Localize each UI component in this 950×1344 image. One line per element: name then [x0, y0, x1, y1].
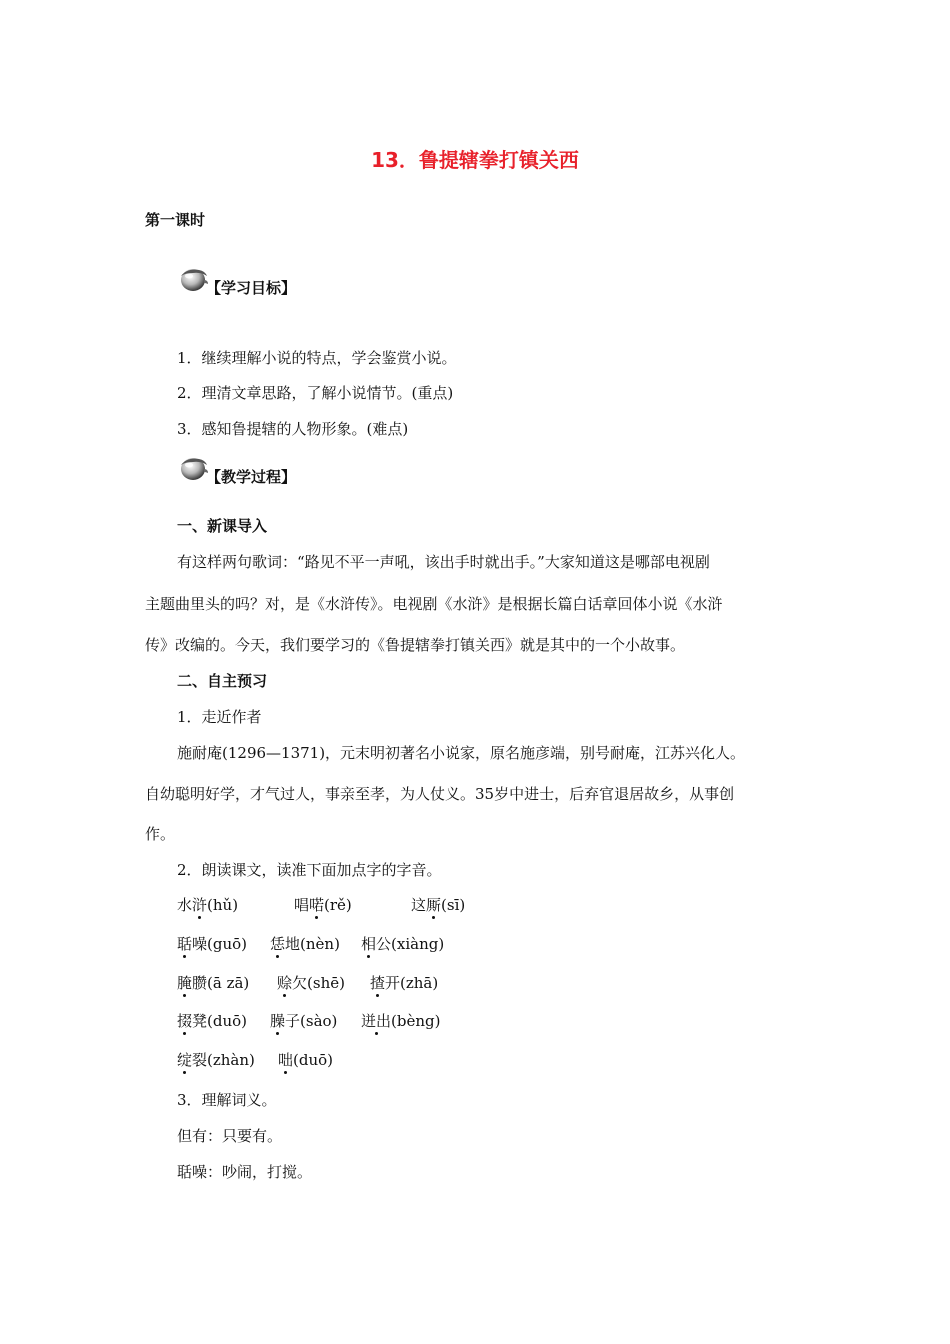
intro-line: 主题曲里头的吗？对，是《水浒传》。电视剧《水浒》是根据长篇白话章回体小说《水浒 [145, 595, 723, 613]
pronunciation-word: 相公(xiàng) [361, 935, 445, 953]
pronunciation-word: 绽裂(zhàn) [177, 1051, 255, 1069]
author-line: 作。 [145, 825, 176, 843]
part2-heading: 二、自主预习 [177, 672, 268, 690]
pronunciation-word: 恁地(nèn) [270, 935, 340, 953]
pronunciation-word: 揸开(zhā) [370, 974, 439, 992]
author-line: 施耐庵(1296—1371)，元末明初著名小说家，原名施彦端，别号耐庵，江苏兴化人。 [177, 744, 746, 762]
goal-item: 3．感知鲁提辖的人物形象。(难点) [177, 420, 409, 438]
pronunciation-word: 唱喏(rě) [294, 896, 352, 914]
pronunciation-word: 掇凳(duō) [177, 1012, 248, 1030]
part1-heading: 一、新课导入 [177, 517, 268, 535]
teapot-icon [177, 262, 209, 294]
pronunciation-word: 咄(duō) [278, 1051, 334, 1069]
author-line: 自幼聪明好学，才气过人，事亲至孝，为人仗义。35岁中进士，后弃官退居故乡，从事创 [145, 785, 735, 803]
vocab-item: 但有：只要有。 [177, 1127, 283, 1145]
lesson-label: 第一课时 [145, 211, 206, 229]
goal-item: 2．理清文章思路，了解小说情节。(重点) [177, 384, 454, 402]
intro-line: 传》改编的。今天，我们要学习的《鲁提辖拳打镇关西》就是其中的一个小故事。 [145, 636, 686, 654]
process-heading: 【教学过程】 [206, 468, 297, 486]
vocab-heading: 3．理解词义。 [177, 1091, 277, 1109]
pronunciation-word: 臊子(sào) [270, 1012, 338, 1030]
reading-heading: 2．朗读课文，读准下面加点字的字音。 [177, 861, 442, 879]
pronunciation-word: 腌臜(ā zā) [177, 974, 250, 992]
pronunciation-word: 赊欠(shē) [277, 974, 345, 992]
author-heading: 1．走近作者 [177, 708, 262, 726]
pronunciation-word: 聒噪(guō) [177, 935, 248, 953]
goal-item: 1．继续理解小说的特点，学会鉴赏小说。 [177, 349, 457, 367]
pronunciation-word: 水浒(hǔ) [177, 896, 239, 914]
goals-heading: 【学习目标】 [206, 279, 297, 297]
pronunciation-word: 这厮(sī) [411, 896, 466, 914]
intro-line: 有这样两句歌词：“路见不平一声吼，该出手时就出手。”大家知道这是哪部电视剧 [177, 553, 710, 571]
pronunciation-word: 迸出(bèng) [361, 1012, 441, 1030]
page-title: 13．鲁提辖拳打镇关西 [371, 148, 579, 172]
vocab-item: 聒噪：吵闹，打搅。 [177, 1163, 313, 1181]
teapot-icon [177, 451, 209, 483]
